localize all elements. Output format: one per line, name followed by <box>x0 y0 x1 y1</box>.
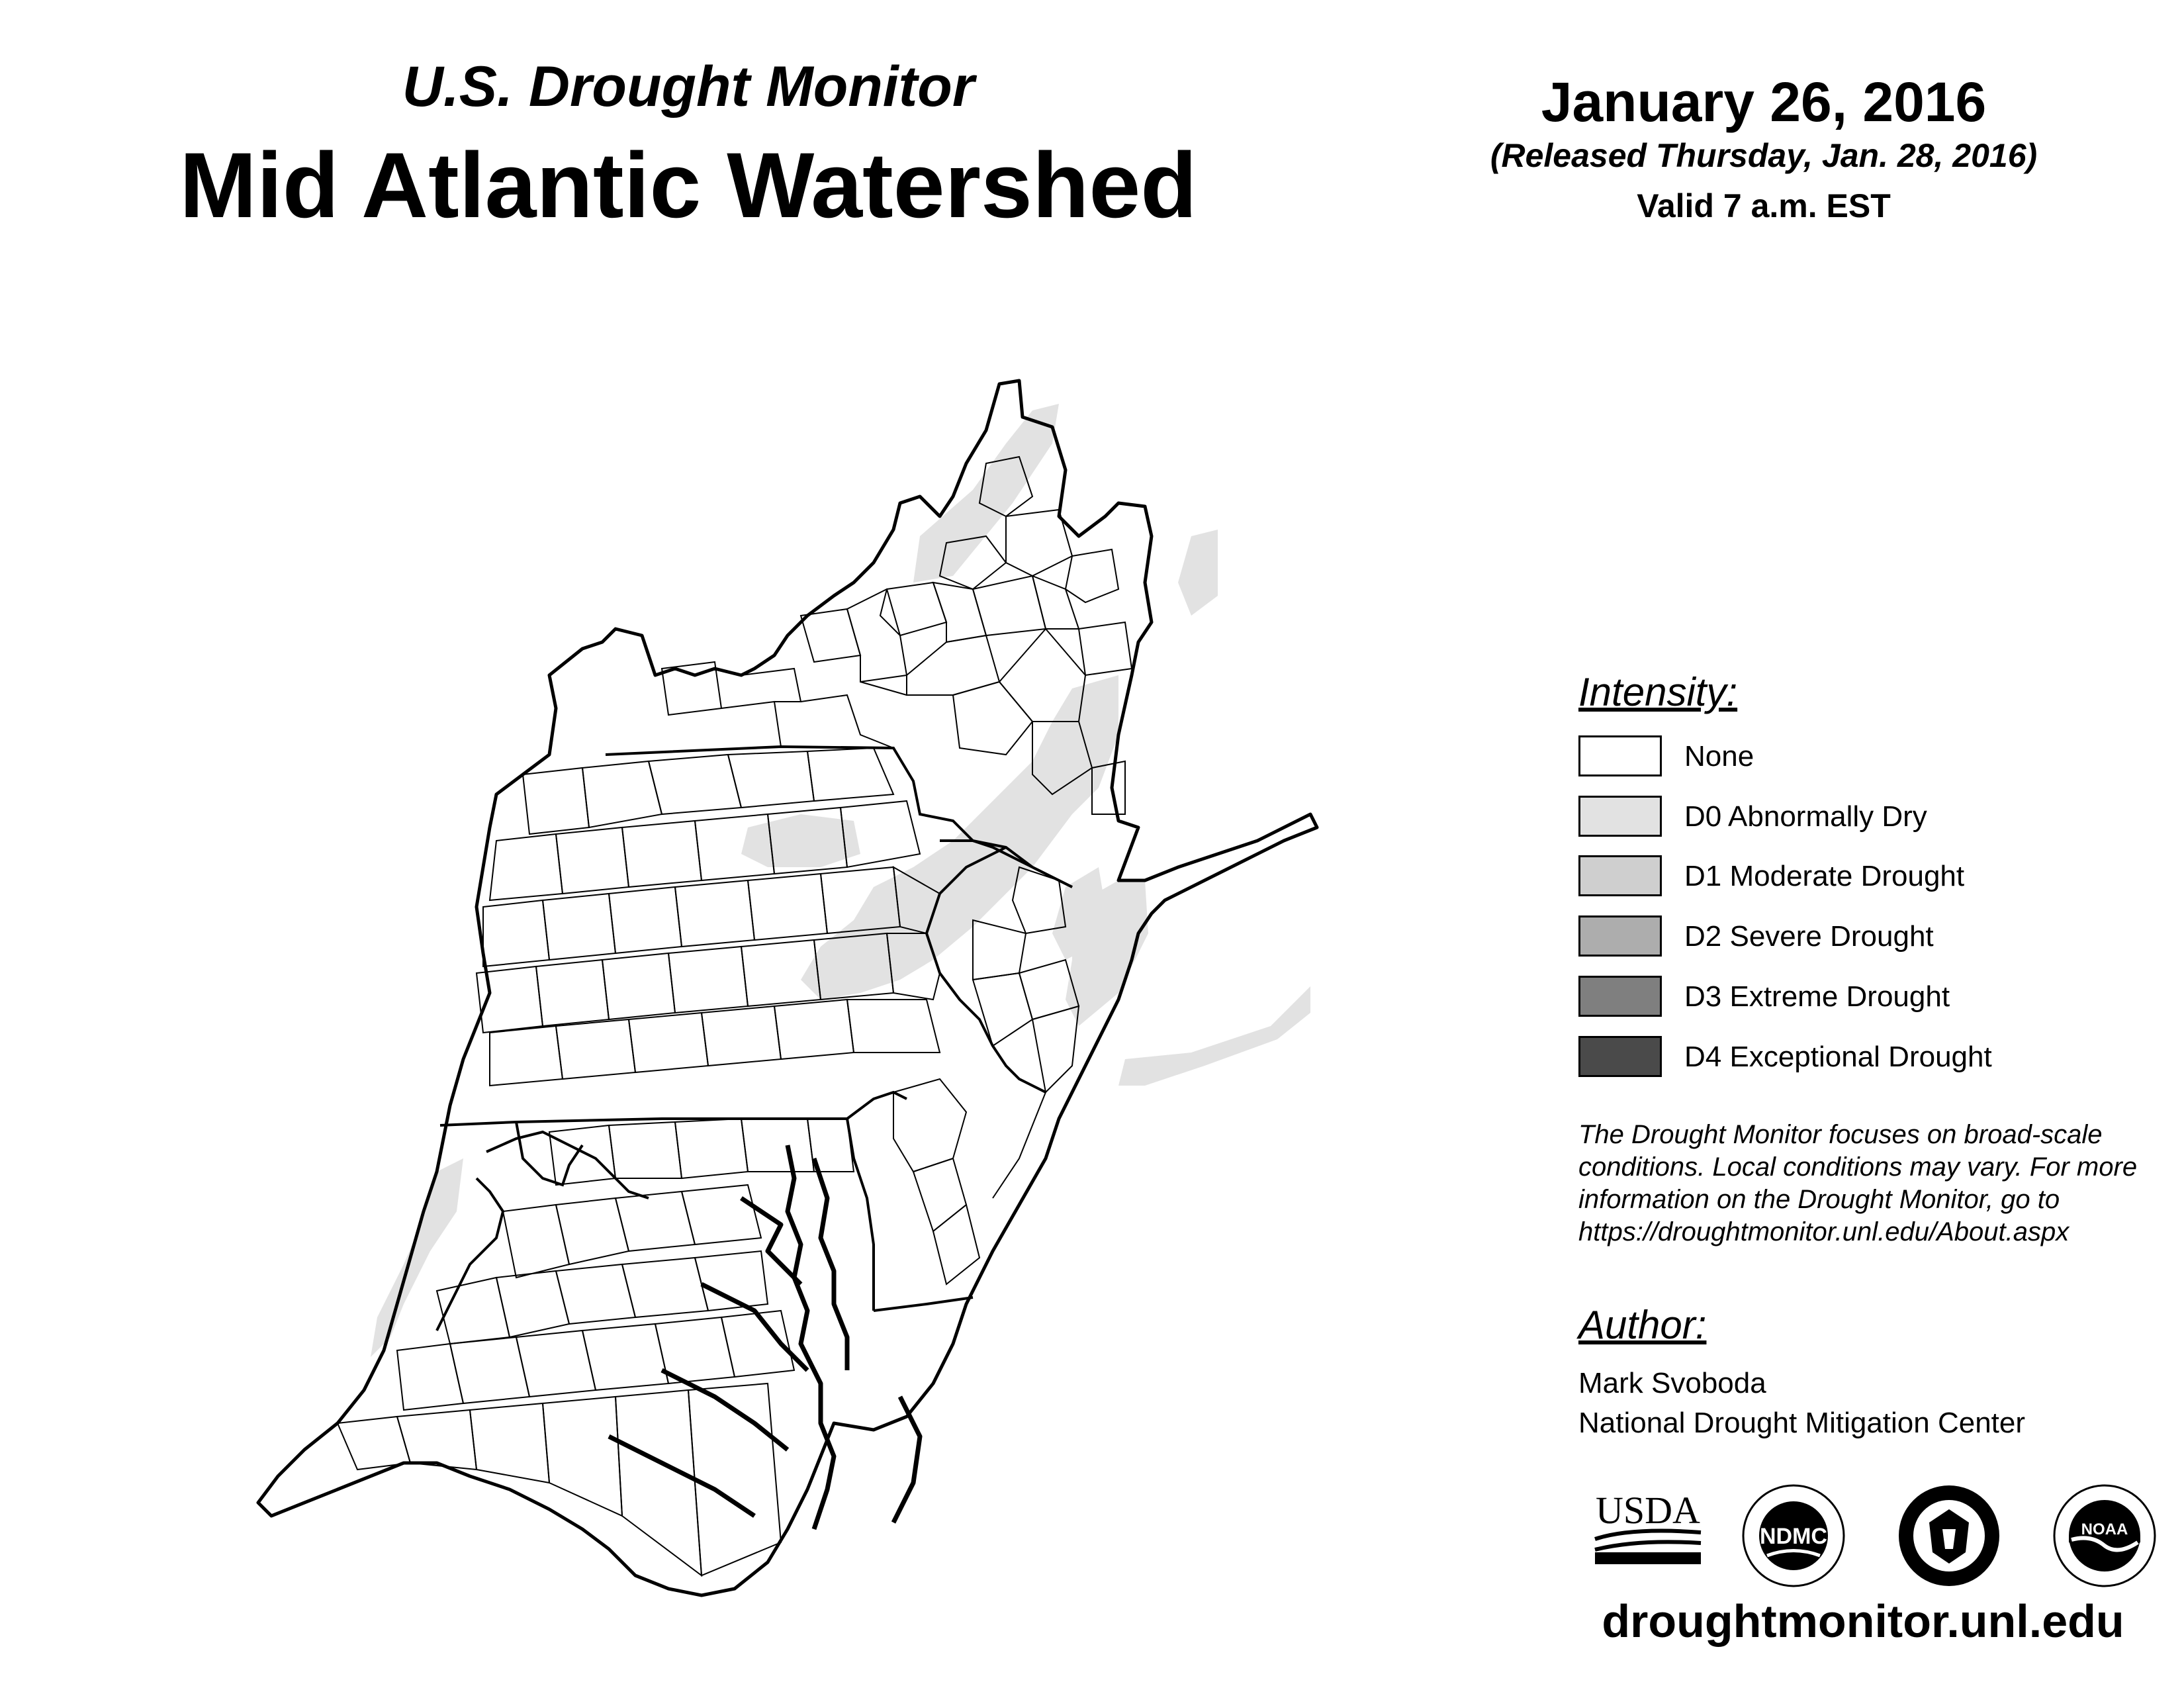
valid-time: Valid 7 a.m. EST <box>1637 187 1891 224</box>
legend-item-d2 <box>1578 915 2108 959</box>
map-date: January 26, 2016 <box>1541 71 1987 133</box>
legend-label: D3 Extreme Drought <box>1684 980 1950 1013</box>
noaa-logo-text: NOAA <box>2081 1521 2128 1538</box>
author-name: Mark Svoboda <box>1578 1367 1766 1399</box>
legend-item-d0 <box>1578 796 2108 839</box>
legend-label: None <box>1684 740 1754 773</box>
usda-logo-text: USDA <box>1596 1489 1700 1532</box>
legend-swatch <box>1578 855 1662 896</box>
note-line: The Drought Monitor focuses on broad-scale <box>1578 1120 2103 1149</box>
legend-item-d3 <box>1578 976 2108 1019</box>
legend-swatch <box>1578 915 1662 957</box>
drought-monitor-note <box>1578 1119 2167 1248</box>
author-title: Author: <box>1578 1303 1707 1347</box>
legend-label: D4 Exceptional Drought <box>1684 1041 1992 1073</box>
drought-map <box>238 364 1337 1615</box>
legend-label: D0 Abnormally Dry <box>1684 800 1927 833</box>
usda-logo <box>1592 1486 1704 1566</box>
legend-label: D1 Moderate Drought <box>1684 860 1965 892</box>
note-line: information on the Drought Monitor, go to <box>1578 1185 2060 1214</box>
legend-swatch <box>1578 796 1662 837</box>
d0-abnormally-dry-areas <box>371 404 1310 1357</box>
map-title: Mid Atlantic Watershed <box>179 133 1197 237</box>
author-organization: National Drought Mitigation Center <box>1578 1407 2026 1439</box>
release-date: (Released Thursday, Jan. 28, 2016) <box>1490 137 2038 174</box>
ndmc-logo-text: NDMC <box>1760 1524 1827 1549</box>
ndmc-logo <box>1741 1483 1846 1589</box>
note-link[interactable]: https://droughtmonitor.unl.edu/About.aspx <box>1578 1217 2070 1246</box>
footer-url[interactable]: droughtmonitor.unl.edu <box>1602 1595 2124 1647</box>
noaa-logo <box>2052 1483 2158 1589</box>
legend-swatch <box>1578 976 1662 1017</box>
legend-swatch <box>1578 735 1662 776</box>
department-of-commerce-seal <box>1896 1483 2002 1589</box>
note-line: conditions. Local conditions may vary. For more <box>1578 1152 2138 1182</box>
watershed-boundary <box>258 381 1317 1595</box>
legend-item-none <box>1578 735 2108 779</box>
chesapeake-bay-shoreline <box>609 1145 920 1529</box>
legend-item-d1 <box>1578 855 2108 899</box>
legend-title: Intensity: <box>1578 670 1738 714</box>
legend-label: D2 Severe Drought <box>1684 920 1934 953</box>
map-subtitle: U.S. Drought Monitor <box>402 55 975 118</box>
legend-item-d4 <box>1578 1036 2108 1080</box>
legend-swatch <box>1578 1036 1662 1077</box>
